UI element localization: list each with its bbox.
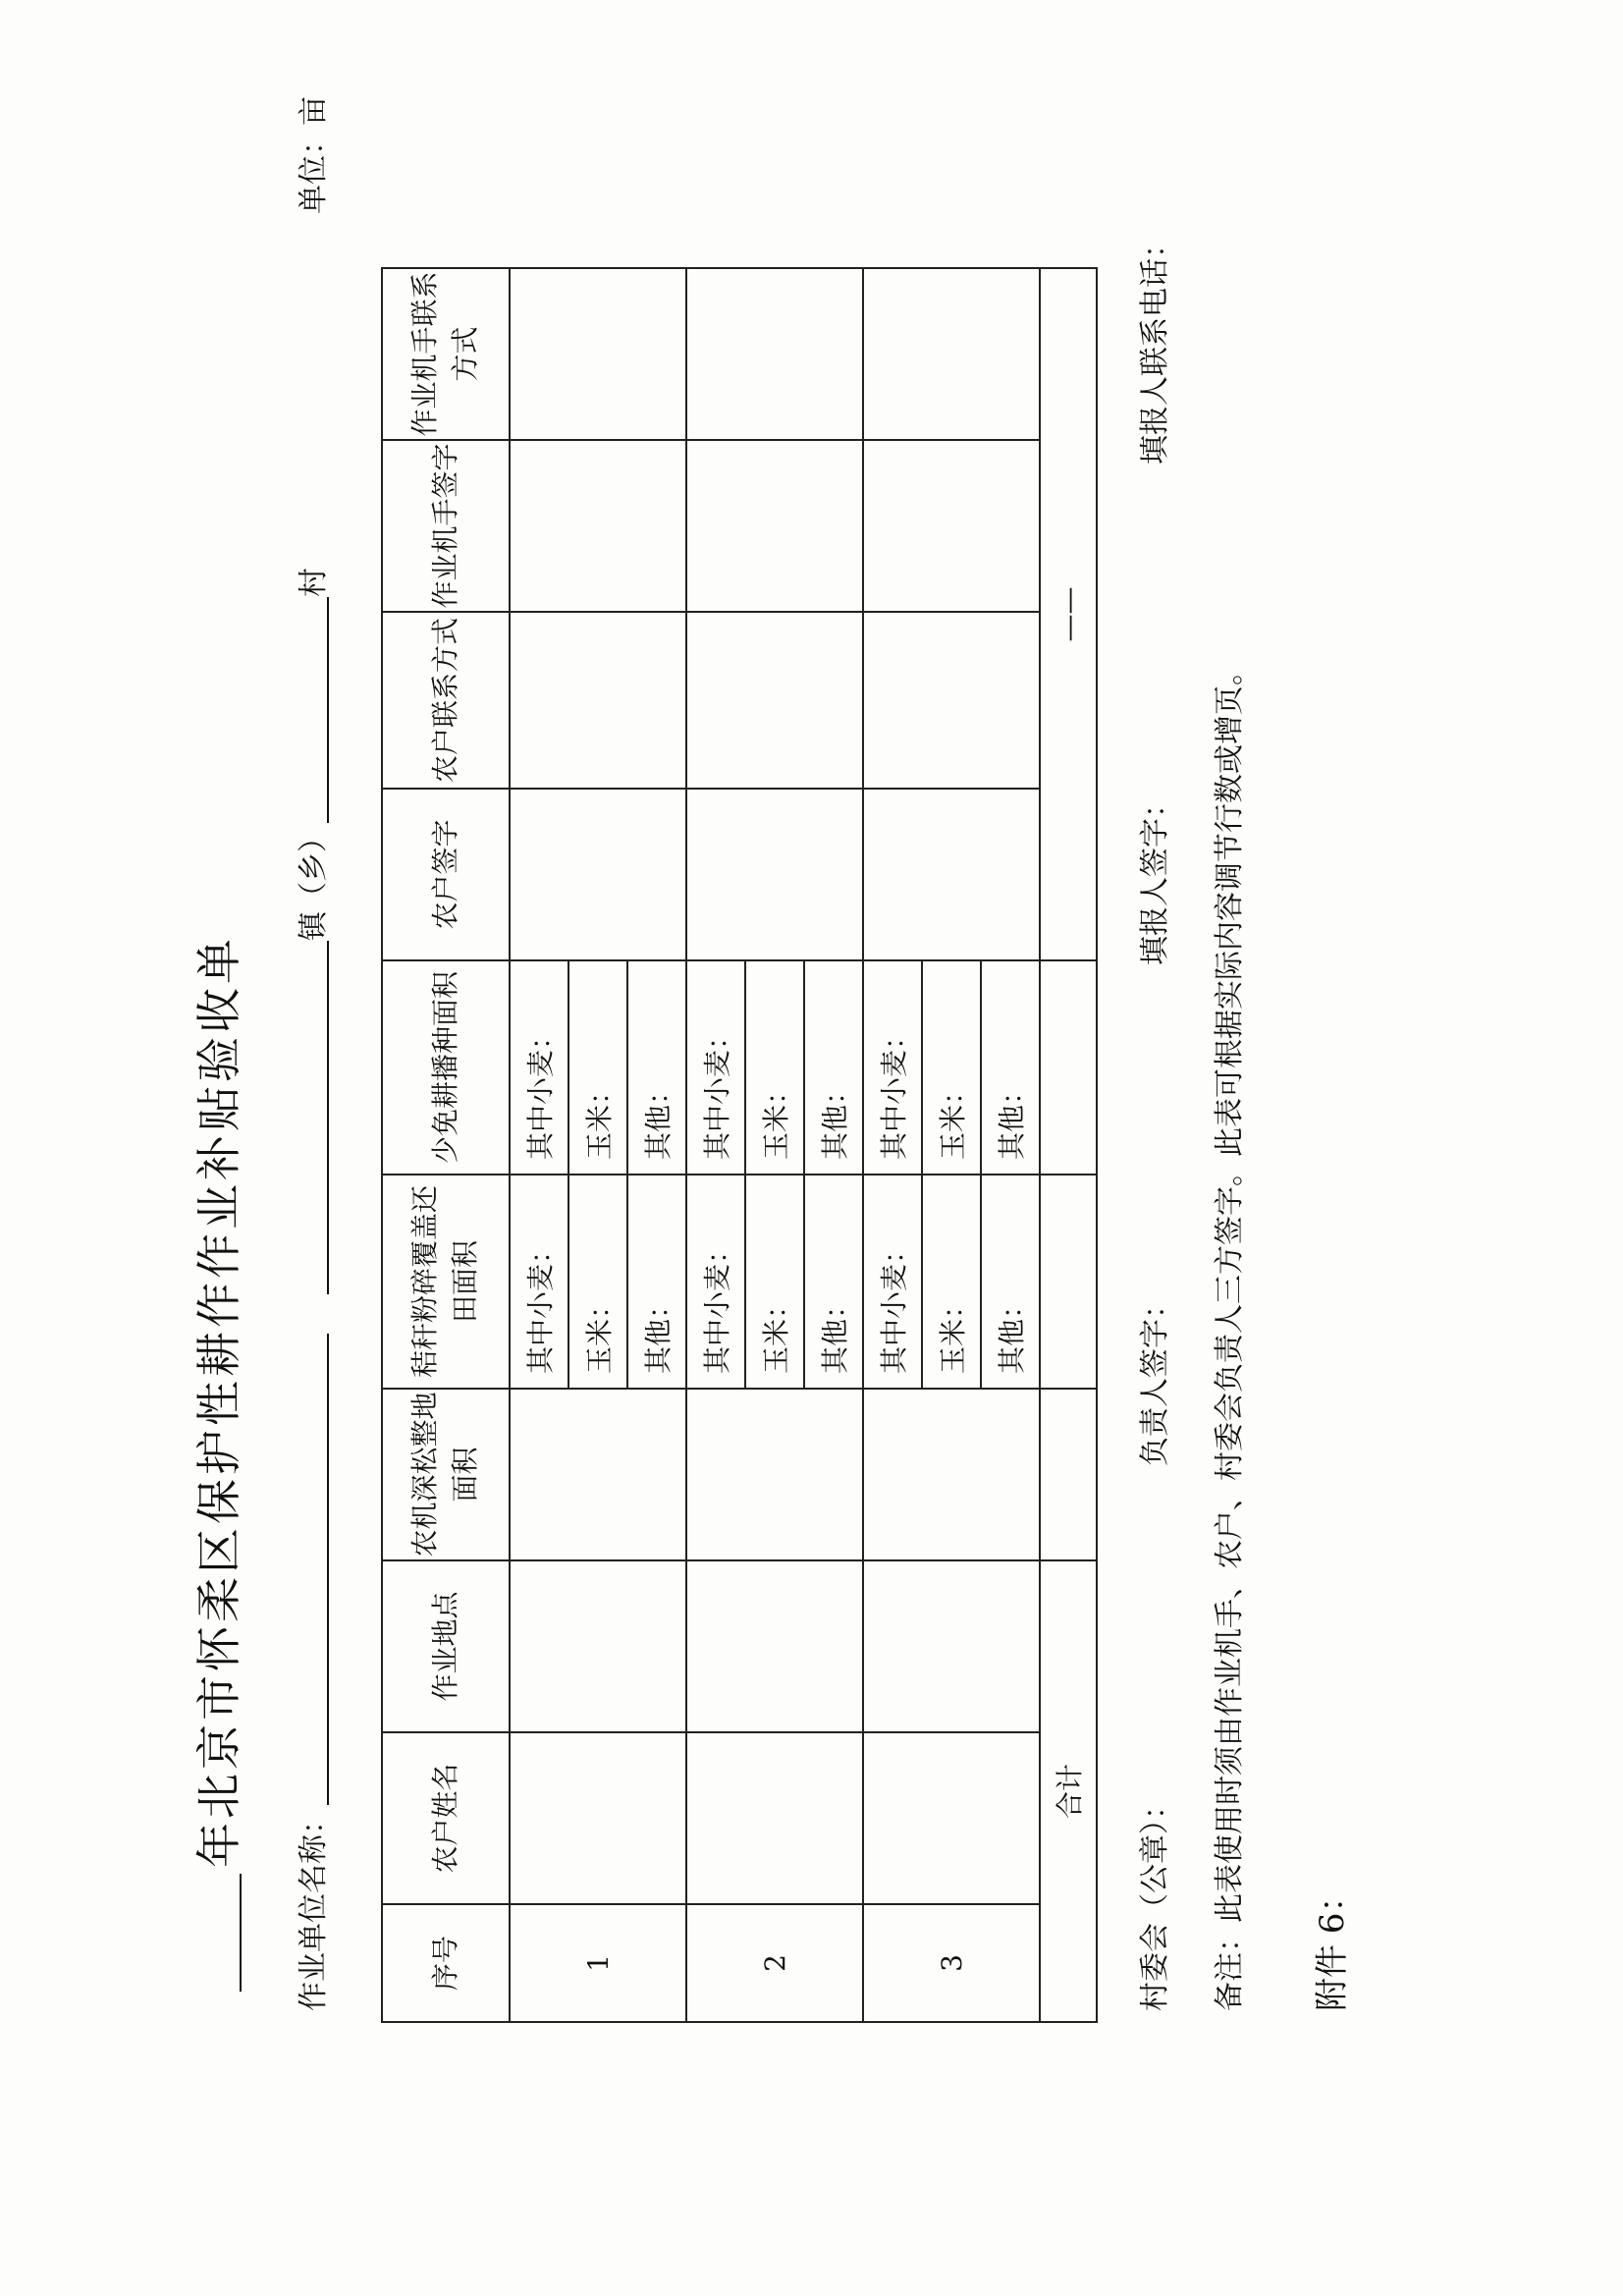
- row-index: 3: [863, 1904, 1040, 2022]
- sowing-corn-cell[interactable]: 玉米：: [745, 960, 804, 1175]
- filler-phone-label: 填报人联系电话：: [1138, 229, 1172, 465]
- sowing-other-cell[interactable]: 其他：: [981, 960, 1040, 1175]
- farmer-contact-cell[interactable]: [686, 612, 863, 789]
- straw-wheat-cell[interactable]: 其中小麦：: [863, 1175, 922, 1389]
- farmer-signature-cell[interactable]: [510, 789, 686, 960]
- town-label: 镇（乡）: [297, 823, 331, 941]
- farmer-name-cell[interactable]: [686, 1732, 863, 1904]
- col-farmer-name: 农户姓名: [382, 1732, 510, 1904]
- col-index: 序号: [382, 1904, 510, 2022]
- straw-other-cell[interactable]: 其他：: [627, 1175, 686, 1389]
- operator-contact-cell[interactable]: [686, 268, 863, 440]
- table-row: [863, 268, 922, 2022]
- deep-loosening-cell[interactable]: [863, 1389, 1040, 1560]
- straw-other-cell[interactable]: 其他：: [981, 1175, 1040, 1389]
- unit-name-field[interactable]: [299, 1334, 329, 1805]
- sowing-corn-cell[interactable]: 玉米：: [568, 960, 627, 1175]
- farmer-contact-cell[interactable]: [863, 612, 1040, 789]
- form-title: 年北京市怀柔区保护性耕作作业补贴验收单: [196, 935, 242, 1992]
- sowing-other-cell[interactable]: 其他：: [627, 960, 686, 1175]
- col-operator-contact: 作业机手联系方式: [382, 268, 510, 440]
- location-cell[interactable]: [510, 1560, 686, 1732]
- unit-label: 单位：亩: [297, 96, 331, 214]
- col-farmer-signature: 农户签字: [382, 789, 510, 960]
- col-location: 作业地点: [382, 1560, 510, 1732]
- location-cell[interactable]: [863, 1560, 1040, 1732]
- total-no-till-sowing[interactable]: [1040, 960, 1097, 1175]
- person-in-charge-label: 负责人签字：: [1138, 1289, 1172, 1466]
- sowing-corn-cell[interactable]: 玉米：: [922, 960, 981, 1175]
- sowing-wheat-cell[interactable]: 其中小麦：: [510, 960, 568, 1175]
- year-blank[interactable]: [200, 1874, 242, 1992]
- location-cell[interactable]: [686, 1560, 863, 1732]
- operator-contact-cell[interactable]: [863, 268, 1040, 440]
- straw-other-cell[interactable]: 其他：: [804, 1175, 863, 1389]
- farmer-name-cell[interactable]: [863, 1732, 1040, 1904]
- straw-corn-cell[interactable]: 玉米：: [745, 1175, 804, 1389]
- sowing-wheat-cell[interactable]: 其中小麦：: [686, 960, 745, 1175]
- filler-label: 填报人签字：: [1138, 789, 1172, 965]
- total-deep-loosening[interactable]: [1040, 1389, 1097, 1560]
- operator-signature-cell[interactable]: [686, 440, 863, 612]
- sowing-wheat-cell[interactable]: 其中小麦：: [863, 960, 922, 1175]
- col-deep-loosening: 农机深松整地面积: [382, 1389, 510, 1560]
- operator-signature-cell[interactable]: [510, 440, 686, 612]
- signature-line: [1138, 229, 1172, 2011]
- village-field[interactable]: [299, 597, 329, 823]
- unit-name-label: 作业单位名称：: [297, 1805, 331, 2011]
- total-row: [1040, 268, 1097, 2022]
- farmer-signature-cell[interactable]: [863, 789, 1040, 960]
- total-label: 合计: [1040, 1560, 1097, 2022]
- total-dash: ——: [1040, 268, 1097, 960]
- col-no-till-sowing: 少免耕播种面积: [382, 960, 510, 1175]
- attachment-label: 附件 6：: [1313, 1879, 1352, 2011]
- acceptance-table: [381, 267, 1098, 2023]
- farmer-name-cell[interactable]: [510, 1732, 686, 1904]
- village-label: 村: [297, 568, 331, 597]
- row-index: 2: [686, 1904, 863, 2022]
- operator-signature-cell[interactable]: [863, 440, 1040, 612]
- total-straw-return[interactable]: [1040, 1175, 1097, 1389]
- straw-wheat-cell[interactable]: 其中小麦：: [686, 1175, 745, 1389]
- row-index: 1: [510, 1904, 686, 2022]
- remark-note: 备注：此表使用时须由作业机手、农户、村委会负责人三方签字。此表可根据实际内容调节行数或增页。: [1213, 656, 1247, 2011]
- farmer-contact-cell[interactable]: [510, 612, 686, 789]
- col-operator-signature: 作业机手签字: [382, 440, 510, 612]
- col-farmer-contact: 农户联系方式: [382, 612, 510, 789]
- straw-corn-cell[interactable]: 玉米：: [922, 1175, 981, 1389]
- farmer-signature-cell[interactable]: [686, 789, 863, 960]
- header-line: [299, 96, 329, 2011]
- deep-loosening-cell[interactable]: [510, 1389, 686, 1560]
- village-committee-label: 村委会（公章）：: [1138, 1790, 1172, 2011]
- sowing-other-cell[interactable]: 其他：: [804, 960, 863, 1175]
- deep-loosening-cell[interactable]: [686, 1389, 863, 1560]
- operator-contact-cell[interactable]: [510, 268, 686, 440]
- table-row: [686, 268, 745, 2022]
- straw-corn-cell[interactable]: 玉米：: [568, 1175, 627, 1389]
- col-straw-return: 秸秆粉碎覆盖还田面积: [382, 1175, 510, 1389]
- header-row: [382, 268, 510, 2022]
- straw-wheat-cell[interactable]: 其中小麦：: [510, 1175, 568, 1389]
- table-row: [510, 268, 568, 2022]
- town-field[interactable]: [299, 941, 329, 1294]
